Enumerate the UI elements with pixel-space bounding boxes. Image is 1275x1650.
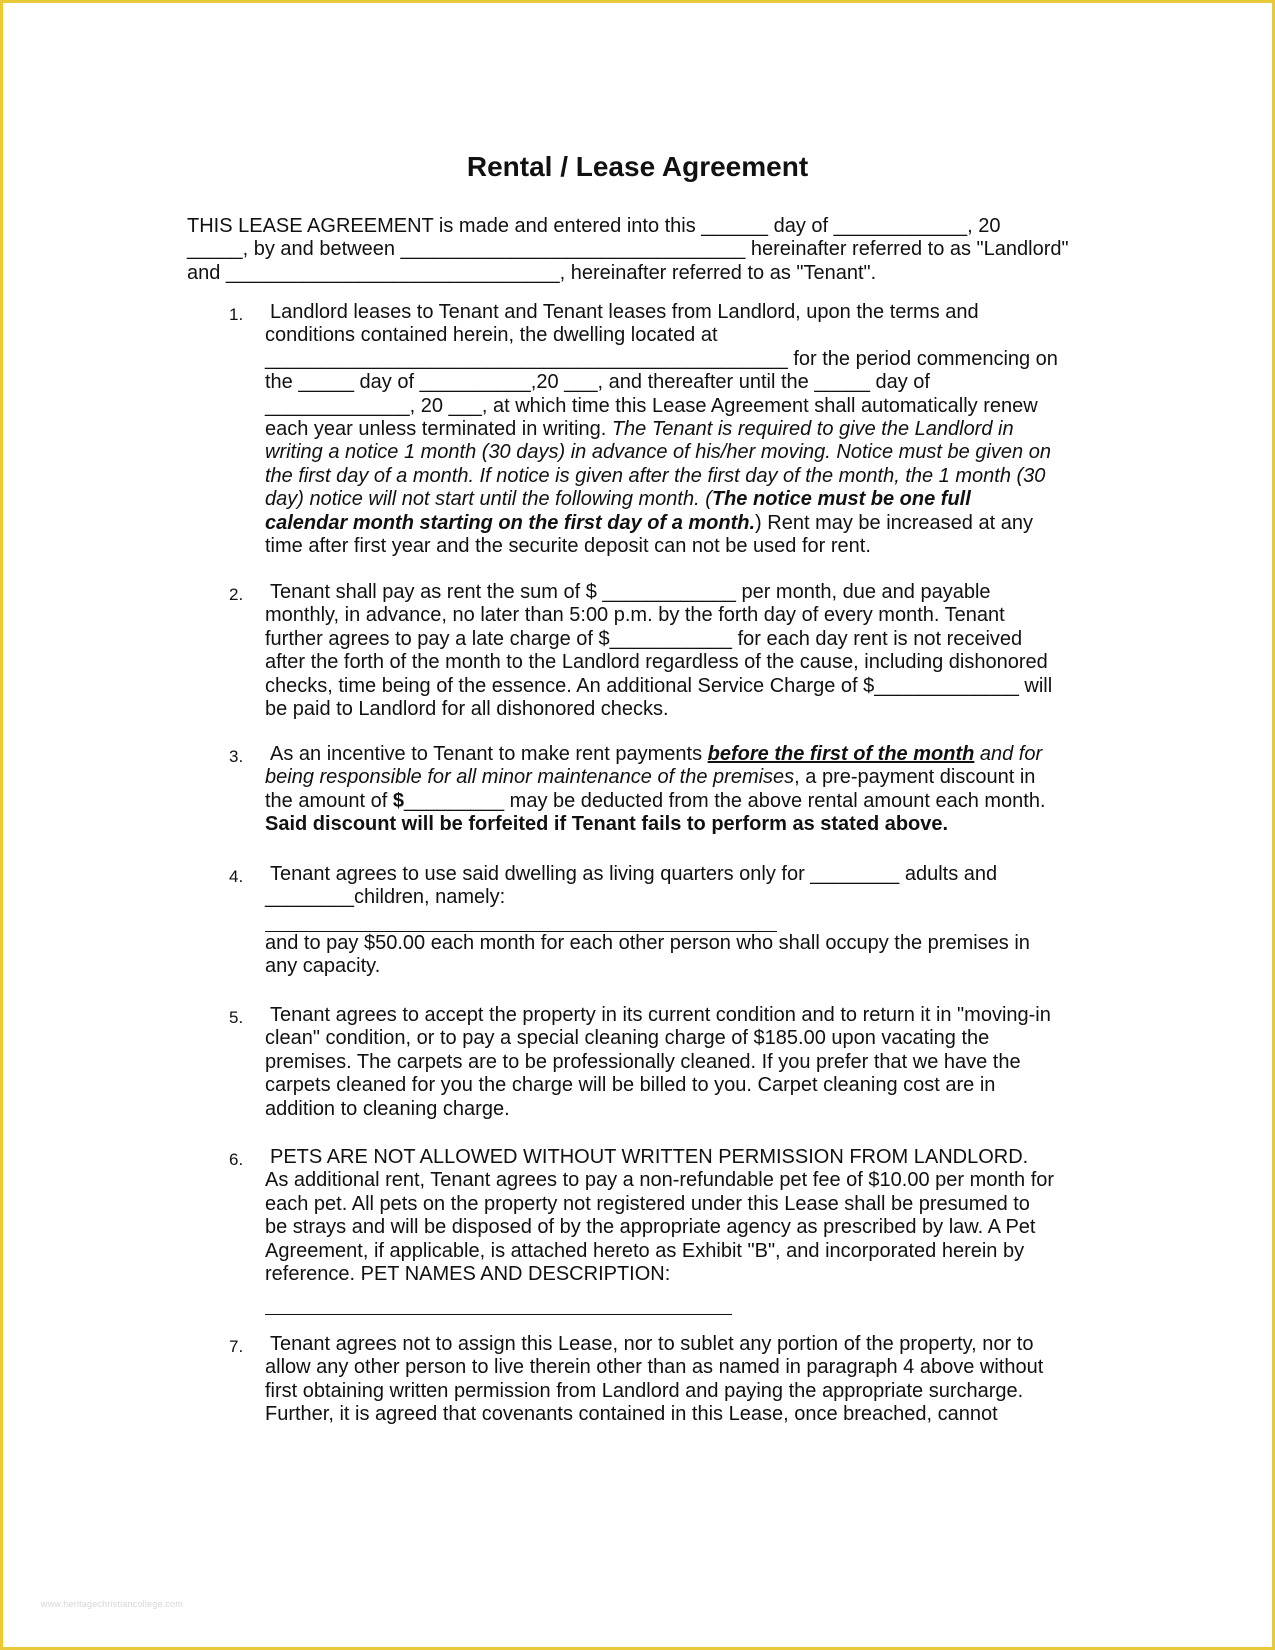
clause-text-bold-italic: calendar month starting on the first day of a month. (265, 511, 756, 534)
clause-line: further agrees to pay a late charge of $___________ for each day rent is not received (265, 627, 1023, 650)
blank-line (265, 1314, 732, 1315)
clause-body (265, 1333, 1097, 1427)
clause-body (265, 1004, 1097, 1121)
clause-line: allow any other person to live therein other than as named in paragraph 4 above without (265, 1356, 1044, 1379)
clause-number: 7. (229, 1337, 244, 1356)
clause-line: clean" condition, or to pay a special cleaning charge of $185.00 upon vacating the (265, 1027, 990, 1050)
clause-line: Tenant shall pay as rent the sum of $ ____________ per month, due and payable (270, 581, 991, 603)
clause-line: first obtaining written permission from Landlord and paying the appropriate surcharge. (265, 1379, 1024, 1402)
clause-line (265, 766, 1097, 789)
clause-line: Agreement, if applicable, is attached hereto as Exhibit "B", and incorporated herein by (265, 1239, 1025, 1262)
clause-text: ) Rent may be increased at any (755, 511, 1033, 534)
clause-text: the amount of (265, 789, 393, 812)
clause-number: 3. (229, 747, 244, 766)
clause-line: _____________, 20 ___, at which time this Lease Agreement shall automatically renew (265, 394, 1038, 417)
clause-number: 1. (229, 305, 244, 324)
intro-paragraph (187, 215, 1087, 285)
clause-line: As additional rent, Tenant agrees to pay a non-refundable pet fee of $10.00 per month for (265, 1169, 1055, 1192)
clause-line (270, 743, 1097, 766)
document-page (3, 3, 1272, 1647)
clause-line: conditions contained herein, the dwelling located at (265, 324, 718, 347)
clause-number: 2. (229, 585, 244, 604)
clause-line: each pet. All pets on the property not registered under this Lease shall be presumed to (265, 1192, 1030, 1215)
clause-text-emphasis: before the first of the month (707, 743, 975, 765)
clause-line (265, 488, 1097, 511)
clause-line: writing a notice 1 month (30 days) in advance of his/her moving. Notice must be given on (265, 441, 1051, 464)
clause-number: 4. (229, 867, 244, 886)
clause-body (265, 863, 1097, 979)
clause-line: the _____ day of __________,20 ___, and thereafter until the _____ day of (265, 371, 930, 394)
clause-line (265, 418, 1097, 441)
clause-line: Further, it is agreed that covenants contained in this Lease, once breached, cannot (265, 1403, 998, 1426)
clause-line: checks, time being of the essence. An additional Service Charge of $_____________ will (265, 674, 1053, 697)
clause-line: addition to cleaning charge. (265, 1097, 510, 1120)
clause-number: 6. (229, 1150, 244, 1169)
clause-line: after the forth of the month to the Landlord regardless of the cause, including dishonored (265, 651, 1048, 674)
clause-number: 5. (229, 1008, 244, 1027)
clause-line: Tenant agrees to use said dwelling as living quarters only for ________ adults and (270, 863, 998, 885)
clause-line: be strays and will be disposed of by the appropriate agency as prescribed by law. A Pet (265, 1216, 1036, 1239)
clause-text-bold: $ (392, 789, 404, 812)
clause-body (265, 743, 1097, 837)
document-title: Rental / Lease Agreement (466, 151, 809, 182)
clause-text-italic: day) notice will not start until the following month. ( (265, 488, 712, 511)
clause-line: carpets cleaned for you the charge will be billed to you. Carpet cleaning cost are in (265, 1074, 996, 1097)
clause-line: premises. The carpets are to be professionally cleaned. If you prefer that we have the (265, 1050, 1021, 1073)
clause-line: monthly, in advance, no later than 5:00 p.m. by the forth day of every month. Tenant (265, 604, 1005, 627)
watermark: www.heritagechristiancollege.com (41, 1599, 183, 1609)
clause-line (265, 512, 1097, 535)
intro-line: and ______________________________, hereinafter referred to as "Tenant". (187, 261, 877, 284)
clause-line: be paid to Landlord for all dishonored checks. (265, 697, 669, 720)
clause-line: reference. PET NAMES AND DESCRIPTION: (265, 1262, 671, 1285)
clause-text-bold-italic: The notice must be one full (711, 488, 971, 511)
clause-line: time after first year and the securite deposit can not be used for rent. (265, 534, 871, 557)
clause-text-italic: and for (974, 743, 1043, 765)
clause-text: _________ may be deducted from the above rental amount each month. (404, 789, 1046, 812)
clause-body (265, 1146, 1097, 1315)
clause-line: any capacity. (265, 955, 381, 978)
clause-text-italic: The Tenant is required to give the Landlord in (611, 417, 1014, 440)
clause-line: _______________________________________________ for the period commencing on (265, 347, 1058, 370)
clause-text: As an incentive to Tenant to make rent payments (270, 743, 708, 765)
clause-line: Landlord leases to Tenant and Tenant leases from Landlord, upon the terms and (270, 301, 979, 323)
intro-line: _____, by and between _______________________________ hereinafter referred to as "Landlord" (187, 238, 1069, 261)
intro-line: THIS LEASE AGREEMENT is made and entered into this ______ day of ____________, 20 (187, 215, 1001, 237)
clause-line: Tenant agrees not to assign this Lease, nor to sublet any portion of the property, nor to (270, 1333, 1034, 1355)
clause-line: PETS ARE NOT ALLOWED WITHOUT WRITTEN PERMISSION FROM LANDLORD. (270, 1146, 1029, 1168)
clause-line: and to pay $50.00 each month for each other person who shall occupy the premises in (265, 931, 1030, 954)
clause-text-italic: being responsible for all minor maintenance of the premises (265, 766, 795, 789)
clause-body (265, 581, 1097, 721)
clause-line: the first day of a month. If notice is given after the first day of the month, the 1 month (30 (265, 464, 1046, 487)
clause-line (265, 790, 1097, 813)
clause-body (265, 301, 1097, 558)
clause-line: ________children, namely: (265, 886, 506, 909)
clause-text: , a pre-payment discount in (794, 766, 1036, 789)
clause-text: each year unless terminated in writing. (265, 417, 612, 440)
clause-line: Tenant agrees to accept the property in its current condition and to return it in "moving-in (270, 1004, 1051, 1026)
clause-line: Said discount will be forfeited if Tenant fails to perform as stated above. (265, 813, 949, 836)
